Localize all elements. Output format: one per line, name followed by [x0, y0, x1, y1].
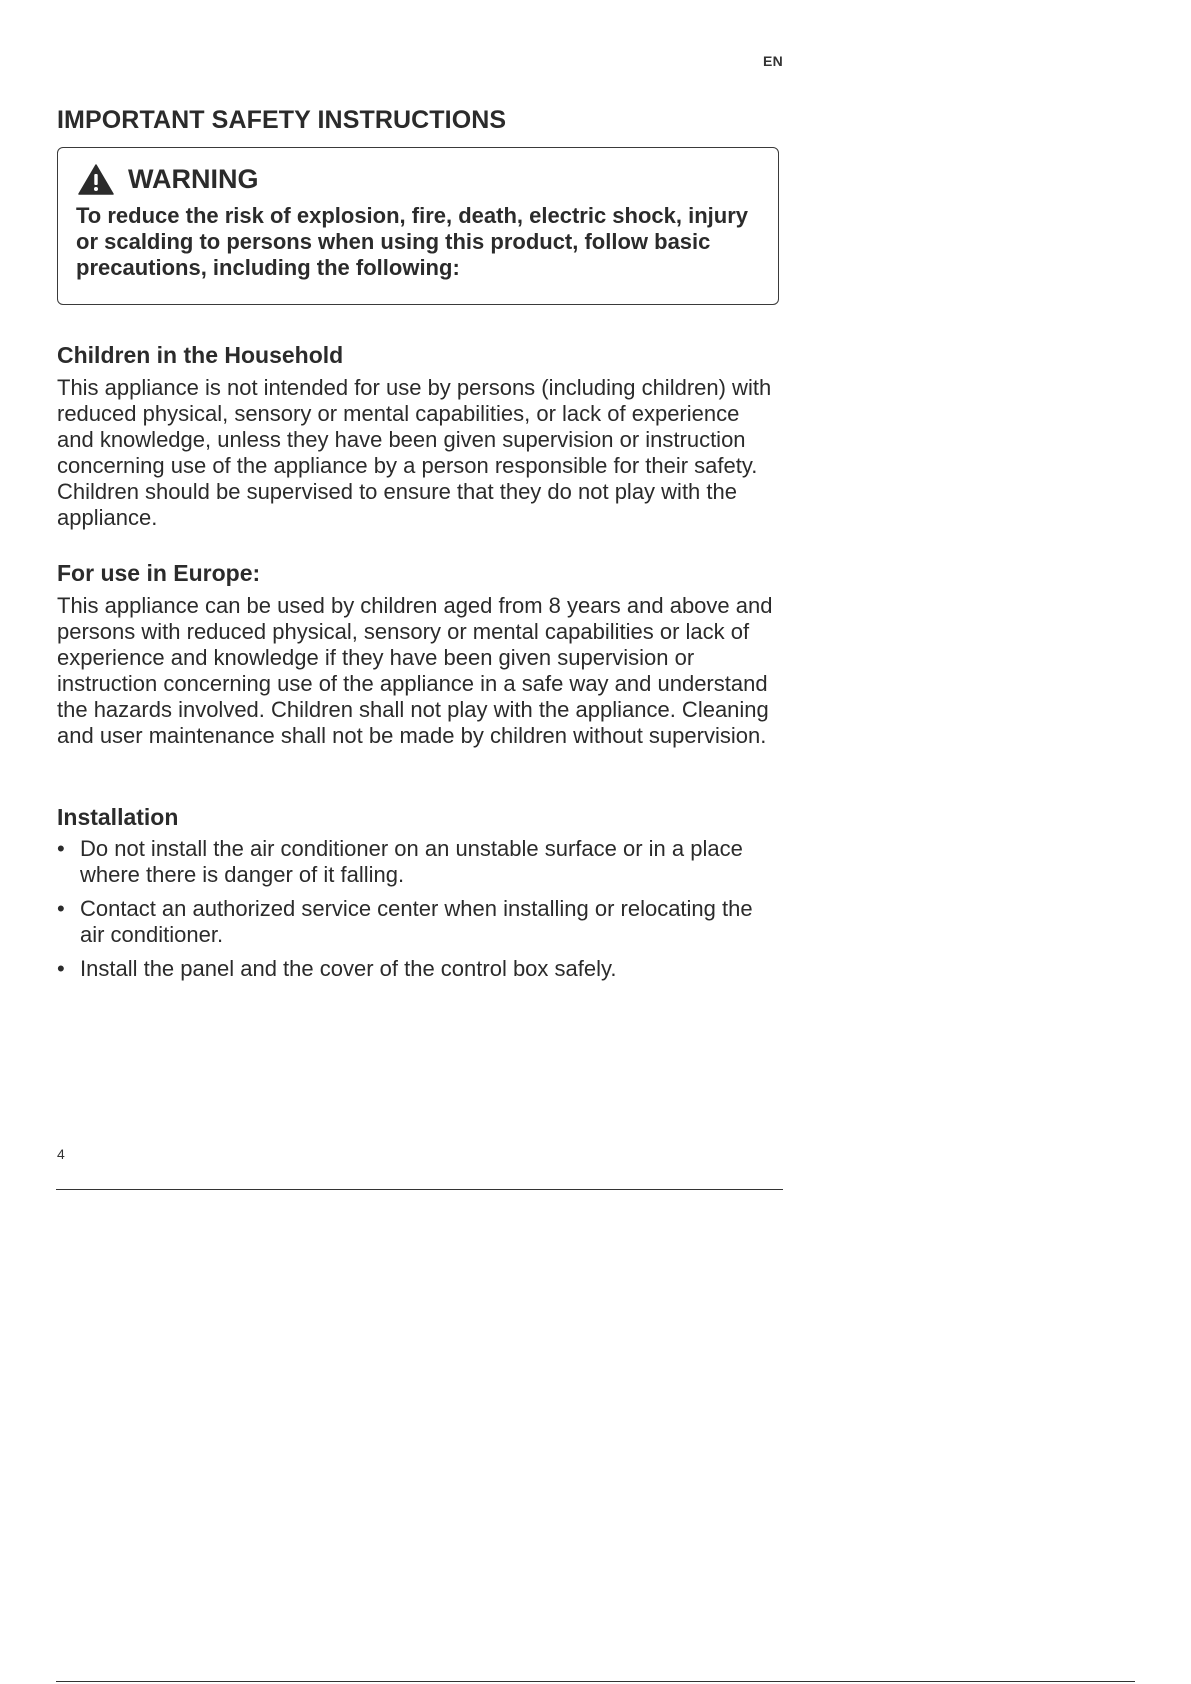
children-heading: Children in the Household — [57, 342, 344, 368]
bottom-divider — [56, 1681, 1135, 1682]
list-item — [57, 896, 782, 948]
list-item — [57, 956, 782, 982]
language-tag: EN — [762, 53, 783, 69]
list-item — [57, 836, 782, 888]
list-item-text: Do not install the air conditioner on an unstable surface or in a place where there is danger of it falling. — [80, 836, 743, 887]
warning-header — [78, 164, 259, 195]
warning-text: To reduce the risk of explosion, fire, death, electric shock, injury or scalding to persons when using this product, follow basic precautions, including the following: — [76, 203, 748, 280]
europe-heading: For use in Europe: — [57, 560, 261, 586]
page-title: IMPORTANT SAFETY INSTRUCTIONS — [57, 106, 507, 134]
bullet-mark: • — [57, 836, 65, 861]
list-item-text: Install the panel and the cover of the control box safely. — [80, 956, 617, 981]
installation-heading: Installation — [57, 804, 179, 830]
installation-list — [57, 836, 782, 990]
bullet-mark: • — [57, 896, 65, 921]
warning-box — [57, 147, 779, 305]
page-number: 4 — [57, 1146, 65, 1162]
warning-label: WARNING — [128, 164, 259, 194]
bullet-mark: • — [57, 956, 65, 981]
footer-divider — [56, 1189, 783, 1190]
europe-paragraph: This appliance can be used by children aged from 8 years and above and persons with reduced physical, sensory or mental capabilities or lack of experience and knowledge if they have been given supervision or instruction concerning use of the appliance in a safe way and understand the hazards involved. Children shall not play with the appliance. Cleaning and user maintenance shall not be made by children without supervision. — [57, 593, 773, 748]
children-paragraph: This appliance is not intended for use by persons (including children) with reduced physical, sensory or mental capabilities, or lack of experience and knowledge, unless they have been given supervision or instruction concerning use of the appliance by a person responsible for their safety. Children should be supervised to ensure that they do not play with the appliance. — [57, 375, 772, 530]
warning-triangle-icon — [78, 164, 114, 195]
list-item-text: Contact an authorized service center when installing or relocating the air conditioner. — [80, 896, 753, 947]
manual-page — [57, 0, 783, 1684]
